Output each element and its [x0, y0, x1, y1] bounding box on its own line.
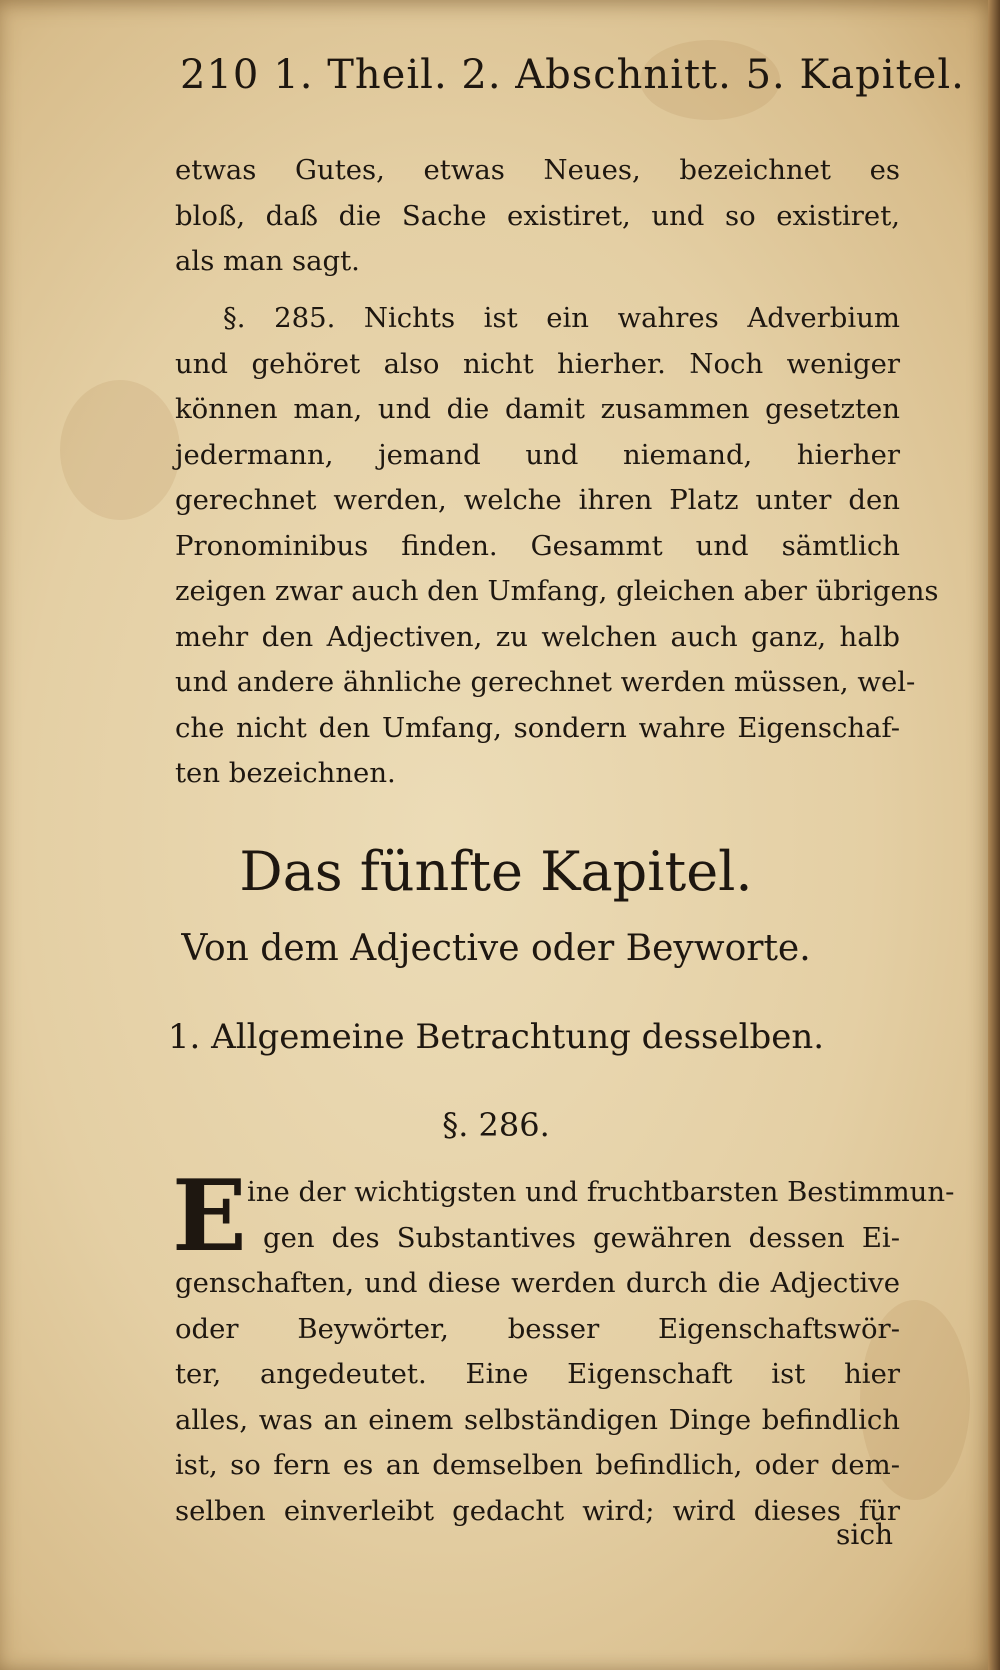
paper-stain	[60, 380, 180, 520]
text-block-continuation	[175, 148, 900, 285]
text-line: gen des Substantives gewähren dessen Ei-	[263, 1221, 900, 1254]
text-line: ten bezeichnen.	[175, 757, 396, 789]
chapter-title: Das fünfte Kapitel.	[239, 840, 753, 903]
text-line: alles, was an einem selbständigen Dinge befindlich	[175, 1403, 900, 1436]
page-number: 210	[180, 52, 260, 98]
paragraph-286	[175, 1170, 955, 1534]
catchword: sich	[836, 1518, 894, 1551]
text-line: und gehöret also nicht hierher. Noch weniger	[175, 347, 900, 380]
text-line: als man sagt.	[175, 245, 360, 277]
text-line: jedermann, jemand und niemand, hierher	[175, 438, 900, 471]
chapter-subtitle: Von dem Adjective oder Beyworte.	[181, 928, 811, 969]
text-line: bloß, daß die Sache existiret, und so existiret,	[175, 199, 900, 232]
text-line: oder Beywörter, besser Eigenschaftswör-	[175, 1312, 900, 1345]
text-line: che nicht den Umfang, sondern wahre Eigenschaf-	[175, 711, 900, 744]
section-heading: 1. Allgemeine Betrachtung desselben.	[167, 1017, 825, 1057]
text-line: gerechnet werden, welche ihren Platz unter den	[175, 484, 900, 516]
page-edge	[988, 0, 1000, 1670]
text-line: ist, so fern es an demselben befindlich, oder dem-	[175, 1449, 900, 1481]
running-header	[180, 52, 965, 98]
text-line: und andere ähnliche gerechnet werden müssen, wel-	[175, 666, 916, 698]
text-line: mehr den Adjectiven, zu welchen auch ganz, halb	[175, 620, 900, 653]
text-line: zeigen zwar auch den Umfang, gleichen aber übrigens	[175, 575, 939, 607]
text-line: Pronominibus finden. Gesammt und sämtlich	[175, 529, 900, 562]
text-line: genschaften, und diese werden durch die Adjective	[175, 1267, 900, 1299]
text-line: ine der wichtigsten und fruchtbarsten Bestimmun-	[247, 1176, 955, 1208]
running-title: 1. Theil. 2. Abschnitt. 5. Kapitel.	[273, 52, 965, 98]
text-line: etwas Gutes, etwas Neues, bezeichnet es	[175, 154, 900, 186]
text-line: selben einverleibt gedacht wird; wird dieses für	[175, 1494, 900, 1527]
text-line: können man, und die damit zusammen gesetzten	[175, 393, 900, 425]
paragraph-number: §. 286.	[442, 1106, 550, 1144]
paragraph-285	[175, 296, 939, 797]
drop-initial: E	[172, 1159, 247, 1274]
text-line: ter, angedeutet. Eine Eigenschaft ist hier	[175, 1358, 900, 1390]
text-line: §. 285. Nichts ist ein wahres Adverbium	[223, 302, 900, 334]
